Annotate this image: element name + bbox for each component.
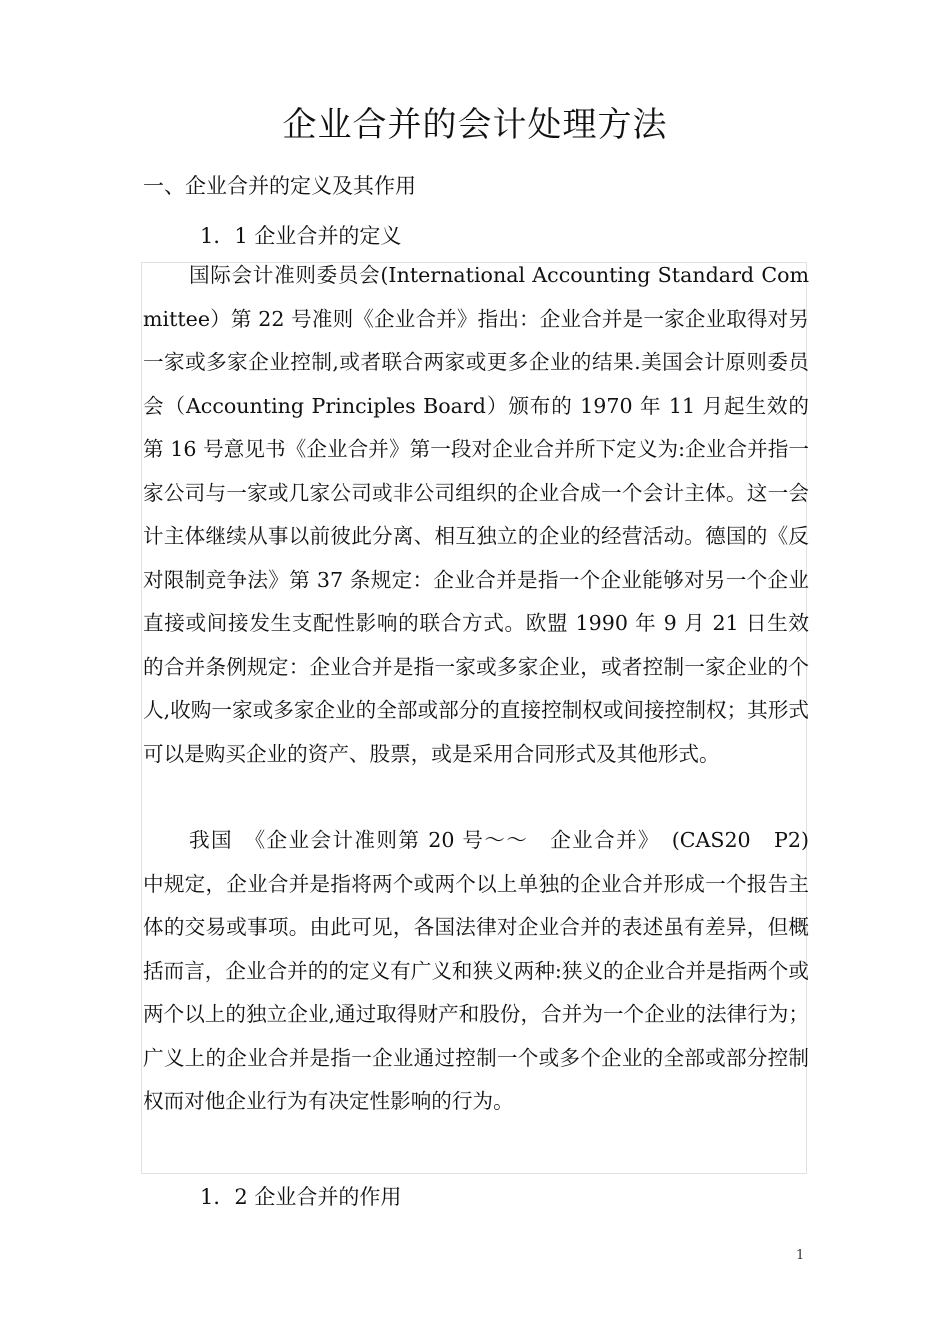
paragraph-definition-international: 国际会计准则委员会(International Accounting Standard Committee）第 22 号准则《企业合并》指出：企业合并是一家企业取得对另一家或多家企业控制,或者联合两家或更多企业的结果.美国会计原则委员会（Accounting Principles Board）颁布的 1970 年 11 月起生效的第 16 号意见书《企业合并》第一段对企业合并所下定义为:企业合并指一家公司与一家或几家公司或非公司组织的企业合成一个会计主体。这一会计主体继续从事以前彼此分离、相互独立的企业的经营活动。德国的《反对限制竞争法》第 37 条规定：企业合并是指一个企业能够对另一个企业直接或间接发生支配性影响的联合方式。欧盟 1990 年 9 月 21 日生效的合并条例规定：企业合并是指一家或多家企业，或者控制一家企业的个人,收购一家或多家企业的全部或部分的直接控制权或间接控制权；其形式可以是购买企业的资产、股票，或是采用合同形式及其他形式。 (143, 263, 809, 766)
page-number: 1 (796, 1248, 805, 1263)
document-title: 企业合并的会计处理方法 (282, 105, 668, 145)
subsection-heading-1-2: 1．2 企业合并的作用 (200, 1185, 402, 1209)
section-heading-1: 一、企业合并的定义及其作用 (143, 174, 416, 198)
subsection-heading-1-1: 1．1 企业合并的定义 (200, 224, 402, 248)
paragraph-definition-china: 我国 《企业会计准则第 20 号～～ 企业合并》 (CAS20 P2) 中规定，企业合并是指将两个或两个以上单独的企业合并形成一个报告主体的交易或事项。由此可见，各国法律对企业合并的表述虽有差异，但概括而言，企业合并的的定义有广义和狭义两种:狭义的企业合并是指两个或两个以上的独立企业,通过取得财产和股份，合并为一个企业的法律行为；广义上的企业合并是指一企业通过控制一个或多个企业的全部或部分控制权而对他企业行为有决定性影响的行为。 (143, 828, 830, 1113)
